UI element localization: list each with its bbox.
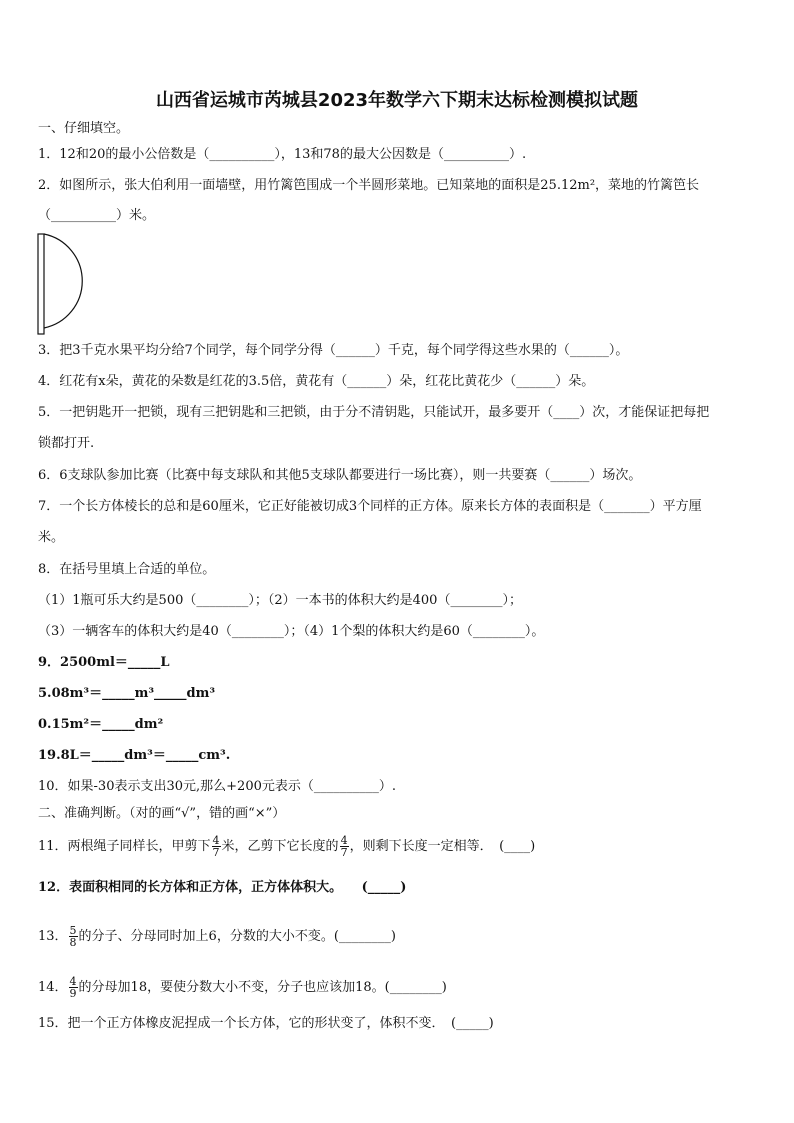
question-8: 8．在括号里填上合适的单位。 (38, 562, 216, 577)
question-2-line-2: （__________）米。 (38, 208, 156, 223)
fraction-numerator: 5 (69, 924, 77, 937)
question-10: 10．如果-30表示支出30元,那么+200元表示（__________）. (38, 779, 396, 794)
question-8-part-a: （1）1瓶可乐大约是500（________）；（2）一本书的体积大约是400（________）； (38, 593, 522, 608)
fraction-denominator: 7 (212, 846, 220, 859)
section-heading-fill: 一、仔细填空。 (38, 121, 130, 136)
fraction-numerator: 4 (69, 975, 77, 988)
semicircle-garden-figure (36, 232, 96, 340)
question-8-part-b: （3）一辆客车的体积大约是40（________）；（4）1个梨的体积大约是60（________）。 (38, 624, 545, 639)
question-5-line-1: 5．一把钥匙开一把锁，现有三把钥匙和三把锁，由于分不清钥匙，只能试开，最多要开（____）次，才能保证把每把 (38, 405, 710, 420)
question-4: 4．红花有x朵，黄花的朵数是红花的3.5倍，黄花有（______）朵，红花比黄花少（______）朵。 (38, 374, 595, 389)
fraction-five-eighths (69, 925, 78, 948)
question-14-suffix: 的分母加18，要使分数大小不变，分子也应该加18。(________) (78, 980, 447, 995)
question-11 (38, 835, 535, 858)
question-9-b: 5.08m³＝_____m³_____dm³ (38, 686, 216, 701)
question-9-c: 0.15m²＝_____dm² (38, 717, 164, 732)
question-11-suffix: ，则剩下长度一定相等． (____) (349, 839, 536, 854)
question-6: 6．6支球队参加比赛（比赛中每支球队和其他5支球队都要进行一场比赛），则一共要赛（______）场次。 (38, 468, 642, 483)
question-7-line-2: 米。 (38, 530, 65, 545)
section-heading-judge: 二、准确判断。（对的画“√”，错的画“×”） (38, 806, 286, 821)
fraction-numerator: 4 (340, 834, 348, 847)
question-9-a: 9．2500ml＝_____L (38, 655, 170, 670)
fraction-four-sevenths-2 (340, 835, 349, 858)
question-5-line-2: 锁都打开. (38, 436, 95, 451)
question-2-line-1: 2．如图所示，张大伯利用一面墙壁，用竹篱笆围成一个半圆形菜地。已知菜地的面积是25.12m²，菜地的竹篱笆长 (38, 178, 700, 193)
fraction-denominator: 9 (69, 987, 77, 1000)
question-1: 1．12和20的最小公倍数是（__________），13和78的最大公因数是（__________）. (38, 147, 527, 162)
question-13 (38, 925, 396, 948)
question-15: 15．把一个正方体橡皮泥捏成一个长方体，它的形状变了，体积不变． (_____) (38, 1016, 494, 1031)
question-13-suffix: 的分子、分母同时加上6，分数的大小不变。(________) (78, 929, 396, 944)
question-7-line-1: 7．一个长方体棱长的总和是60厘米，它正好能被切成3个同样的正方体。原来长方体的表面积是（_______）平方厘 (38, 499, 702, 514)
question-3: 3．把3千克水果平均分给7个同学，每个同学分得（______）千克，每个同学得这些水果的（______）。 (38, 343, 629, 358)
wall-shape (38, 234, 44, 334)
question-11-prefix: 11．两根绳子同样长，甲剪下 (38, 839, 211, 854)
question-12: 12．表面积相同的长方体和正方体，正方体体积大。 (_____) (38, 880, 407, 895)
question-14-prefix: 14． (38, 980, 68, 995)
question-11-middle: 米，乙剪下它长度的 (221, 839, 339, 854)
semicircle-fence (44, 234, 82, 328)
question-14 (38, 976, 447, 999)
fraction-denominator: 8 (69, 936, 77, 949)
fraction-denominator: 7 (340, 846, 348, 859)
fraction-four-sevenths (212, 835, 221, 858)
page-title: 山西省运城市芮城县2023年数学六下期末达标检测模拟试题 (155, 90, 639, 111)
fraction-four-ninths (69, 976, 78, 999)
question-13-prefix: 13． (38, 929, 68, 944)
fraction-numerator: 4 (212, 834, 220, 847)
question-9-d: 19.8L＝_____dm³＝_____cm³. (38, 748, 231, 763)
